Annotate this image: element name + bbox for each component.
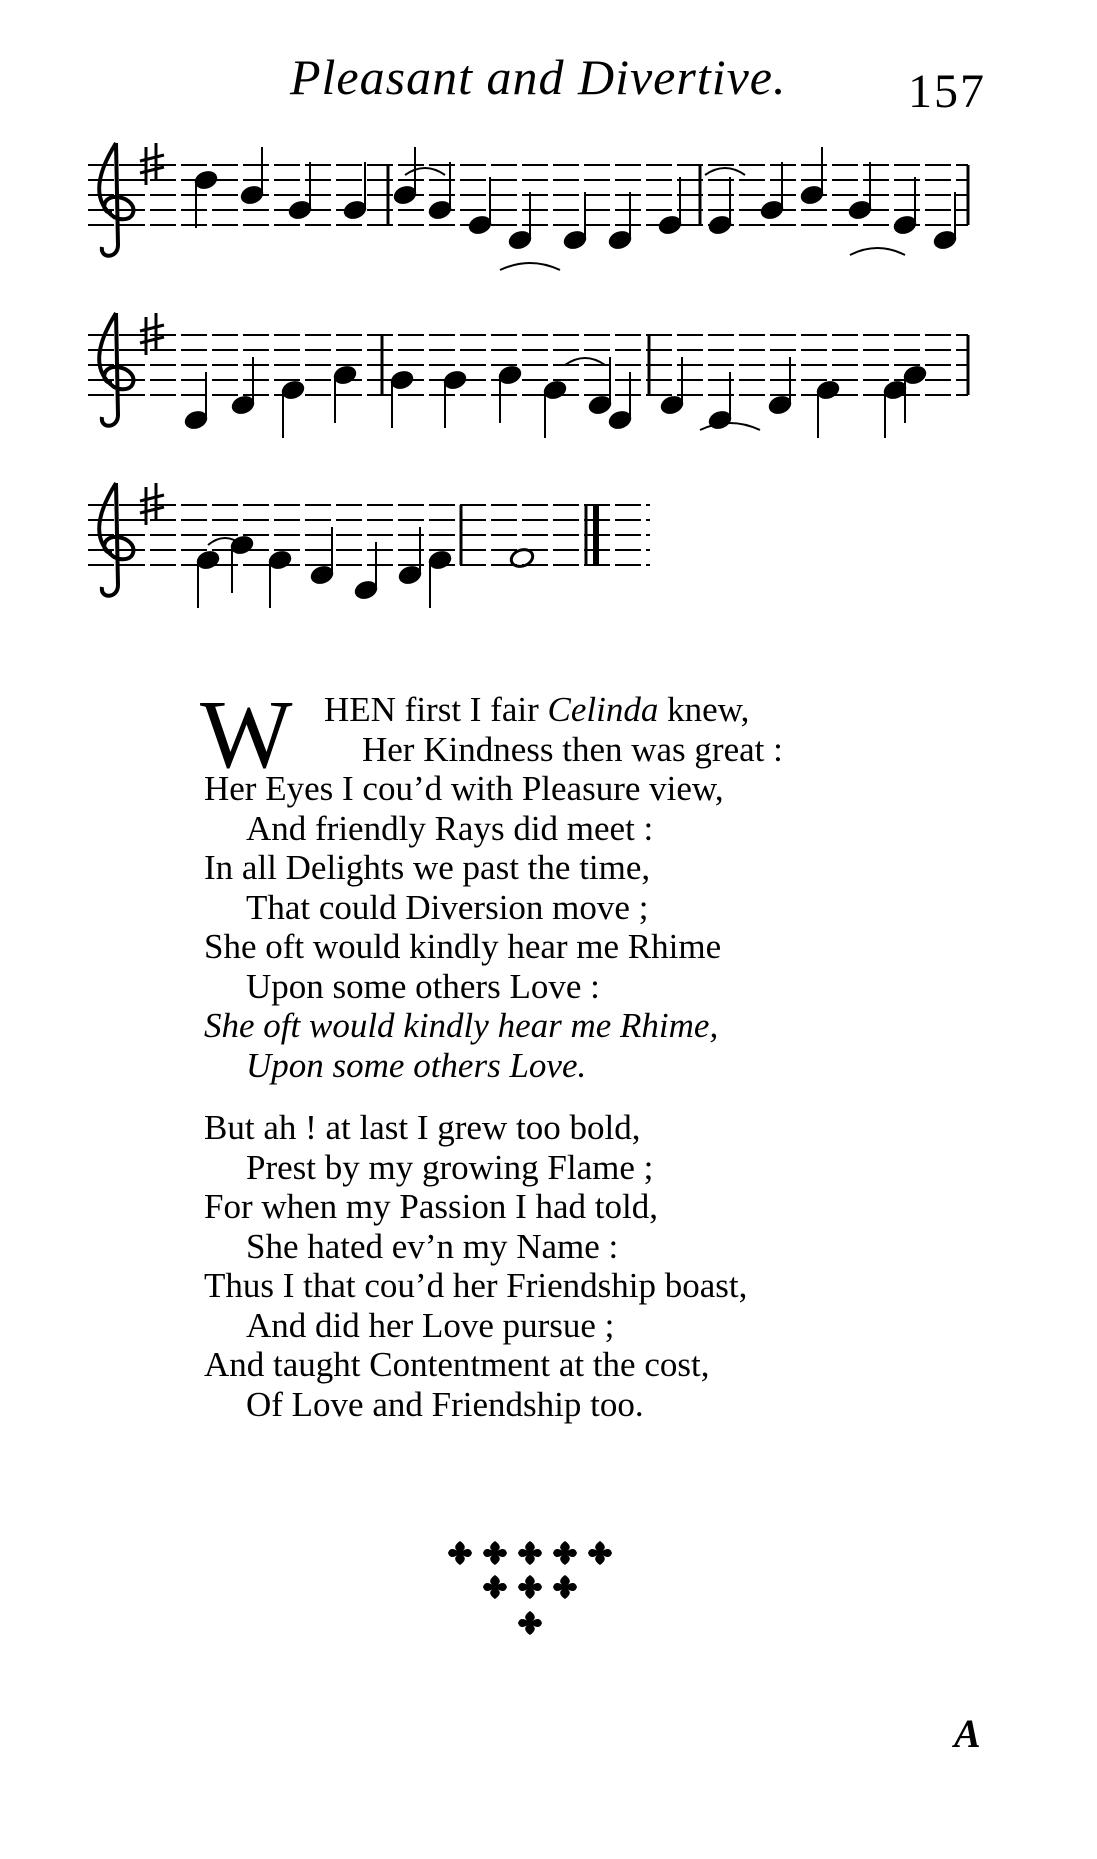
stanza-1 bbox=[204, 690, 783, 1085]
verse-line: Upon some others Love. bbox=[246, 1045, 587, 1085]
verse-line: For when my Passion I had told, bbox=[204, 1187, 659, 1226]
treble-clef-icon bbox=[99, 483, 133, 596]
verse-line: That could Diversion move ; bbox=[246, 887, 649, 927]
fleuron-icon bbox=[553, 1541, 577, 1565]
fleuron-icon bbox=[588, 1541, 612, 1565]
signature-mark: A bbox=[954, 1711, 981, 1756]
slur bbox=[850, 248, 905, 255]
fleuron-icon bbox=[483, 1575, 507, 1599]
verse-line: Upon some others Love : bbox=[246, 966, 600, 1006]
musical-score bbox=[0, 0, 1097, 640]
treble-clef-icon bbox=[99, 143, 133, 256]
fleuron-icon bbox=[483, 1541, 507, 1565]
stanza-2 bbox=[204, 1108, 747, 1424]
verse-line: She hated ev’n my Name : bbox=[246, 1226, 619, 1266]
slur bbox=[405, 168, 445, 175]
verse-line: And taught Contentment at the cost, bbox=[204, 1345, 710, 1384]
slur bbox=[705, 168, 745, 175]
verse-line: And friendly Rays did meet : bbox=[246, 808, 654, 848]
verse-line: Her Kindness then was great : bbox=[362, 729, 783, 769]
verse-line: She oft would kindly hear me Rhime bbox=[204, 927, 722, 966]
fleuron-icon bbox=[553, 1575, 577, 1599]
fleuron-triangle-icon bbox=[440, 1535, 630, 1645]
slur bbox=[700, 423, 760, 430]
slur bbox=[500, 263, 560, 270]
fleuron-icon bbox=[518, 1575, 542, 1599]
verse-line: But ah ! at last I grew too bold, bbox=[204, 1108, 641, 1147]
verse-line: HEN first I fair Celinda knew, bbox=[324, 690, 750, 729]
verse-line: Prest by my growing Flame ; bbox=[246, 1147, 654, 1187]
slur bbox=[565, 358, 605, 365]
treble-clef-icon bbox=[99, 313, 133, 426]
verse-line: Thus I that cou’d her Friendship boast, bbox=[204, 1266, 748, 1305]
verse-line: In all Delights we past the time, bbox=[204, 848, 651, 887]
page-number: 157 bbox=[908, 65, 986, 118]
running-title: Pleasant and Divertive. bbox=[290, 49, 787, 105]
verse-line: Her Eyes I cou’d with Pleasure view, bbox=[204, 769, 724, 808]
fleuron-icon bbox=[518, 1541, 542, 1565]
drop-cap: W bbox=[200, 681, 293, 789]
verse-line: Of Love and Friendship too. bbox=[246, 1384, 644, 1424]
fleuron-icon bbox=[518, 1611, 542, 1635]
verse-line: She oft would kindly hear me Rhime, bbox=[204, 1006, 719, 1045]
verse-line: And did her Love pursue ; bbox=[246, 1305, 615, 1345]
fleuron-icon bbox=[448, 1541, 472, 1565]
